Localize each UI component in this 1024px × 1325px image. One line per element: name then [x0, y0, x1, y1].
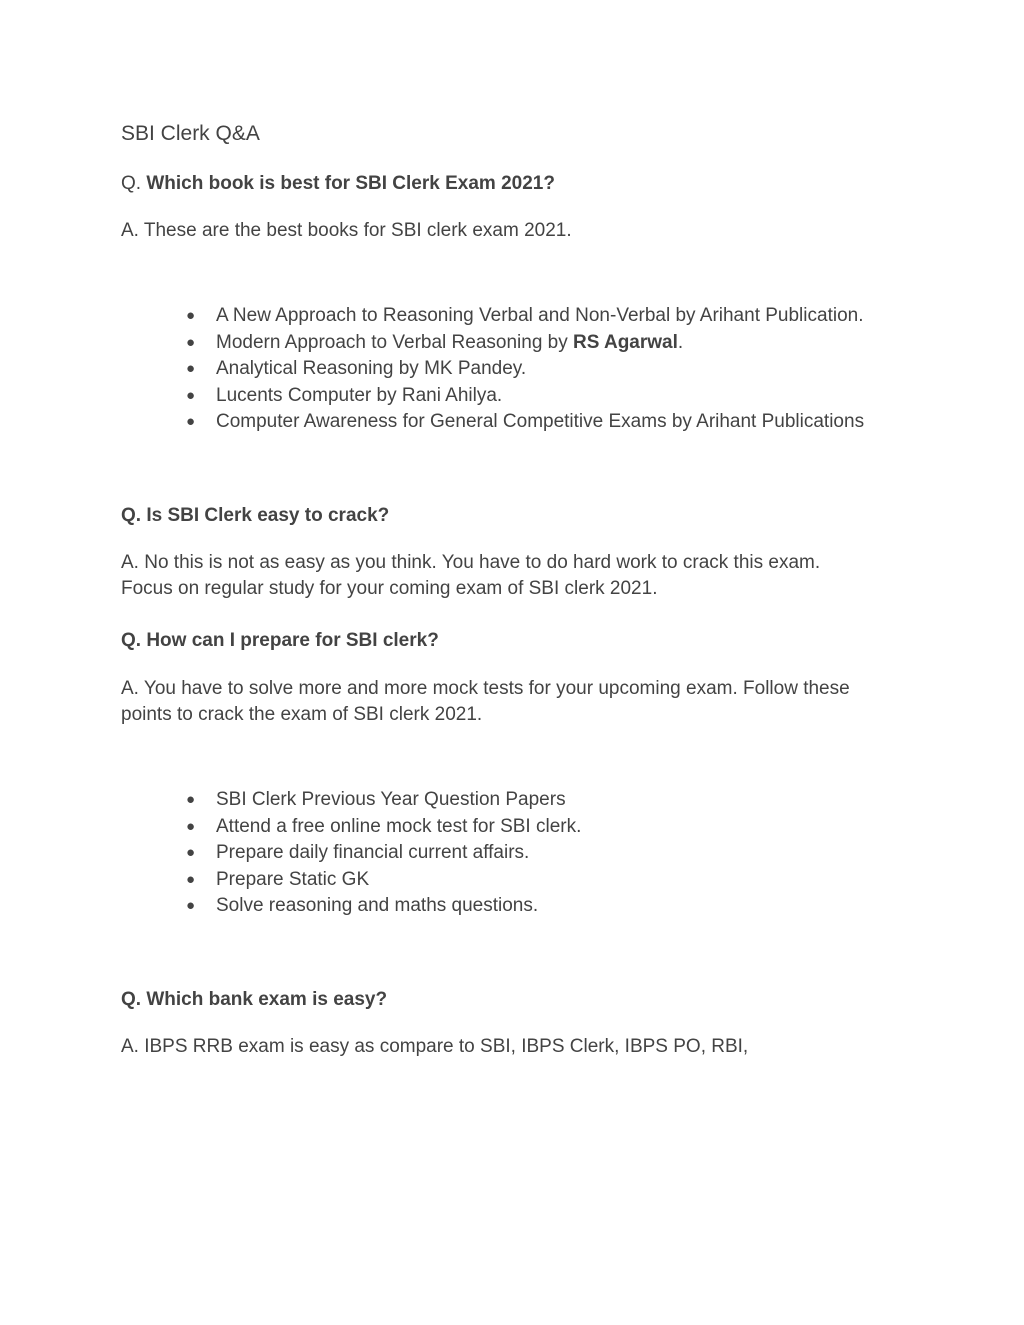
list-item: ● Lucents Computer by Rani Ahilya.: [0, 383, 864, 410]
bullet-icon: ●: [186, 386, 196, 404]
question-easy-crack: Q. Is SBI Clerk easy to crack?: [121, 505, 390, 526]
list-item: ● A New Approach to Reasoning Verbal and Non-Verbal by Arihant Publication.: [0, 303, 864, 330]
question-best-book: [121, 171, 555, 198]
bullet-icon: ●: [186, 333, 196, 351]
bullet-icon: ●: [186, 307, 196, 324]
bullet-icon: ●: [186, 897, 196, 914]
answer-easy-bank-exam: A. IBPS RRB exam is easy as compare to SBI, IBPS Clerk, IBPS PO, RBI,: [121, 1036, 749, 1057]
bullet-icon: ●: [186, 844, 196, 861]
list-item: ● Computer Awareness for General Competitive Exams by Arihant Publications: [0, 409, 864, 436]
answer-prepare-line1: A. You have to solve more and more mock tests for your upcoming exam. Follow these: [121, 678, 850, 699]
prep-list: [0, 787, 581, 920]
list-item: ● Prepare daily financial current affairs.: [0, 840, 581, 867]
bullet-icon: ●: [186, 817, 196, 835]
list-item: ● SBI Clerk Previous Year Question Papers: [0, 787, 581, 814]
page-title: SBI Clerk Q&A: [121, 122, 260, 145]
answer-easy-crack-line2: Focus on regular study for your coming exam of SBI clerk 2021.: [121, 578, 658, 599]
answer-easy-crack-line1: A. No this is not as easy as you think. You have to do hard work to crack this exam.: [121, 552, 821, 573]
bullet-icon: ●: [186, 360, 196, 377]
list-item: ● Attend a free online mock test for SBI clerk.: [0, 814, 581, 841]
list-item: ● Solve reasoning and maths questions.: [0, 893, 581, 920]
bullet-icon: ●: [186, 791, 196, 808]
answer-best-book: A. These are the best books for SBI clerk exam 2021.: [121, 220, 572, 241]
bullet-icon: ●: [186, 870, 196, 888]
list-item: ● Modern Approach to Verbal Reasoning by RS Agarwal.: [0, 330, 864, 357]
bullet-icon: ●: [186, 413, 196, 430]
list-item: ● Analytical Reasoning by MK Pandey.: [0, 356, 864, 383]
question-prefix: Q.: [121, 173, 147, 194]
answer-prepare-line2: points to crack the exam of SBI clerk 2021.: [121, 704, 483, 725]
list-item: ● Prepare Static GK: [0, 867, 581, 894]
question-text: Which book is best for SBI Clerk Exam 2021?: [146, 173, 555, 194]
book-list: [0, 303, 864, 436]
question-prepare: Q. How can I prepare for SBI clerk?: [121, 630, 439, 651]
question-easy-bank-exam: Q. Which bank exam is easy?: [121, 989, 388, 1010]
author-name: RS Agarwal: [573, 331, 678, 353]
